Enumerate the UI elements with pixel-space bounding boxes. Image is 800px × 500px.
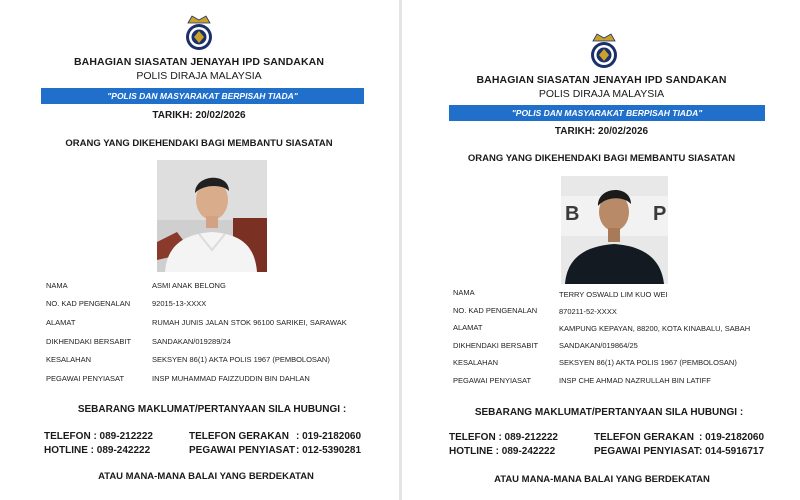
wanted-notice-right [403, 0, 800, 500]
field-value-wanted-ref: SANDAKAN/019864/25 [559, 341, 638, 350]
field-value-address: KAMPUNG KEPAYAN, 88200, KOTA KINABALU, SABAH [559, 324, 751, 333]
field-label-wanted-ref: DIKHENDAKI BERSABIT [453, 341, 539, 350]
field-label-wanted-ref: DIKHENDAKI BERSABIT [46, 337, 132, 346]
contact-officer-label: PEGAWAI PENYIASAT [594, 446, 700, 457]
contact-gerakan-label: TELEFON GERAKAN [189, 431, 289, 442]
suspect-photo [561, 176, 668, 284]
notice-heading: ORANG YANG DIKEHENDAKI BAGI MEMBANTU SIASATAN [65, 138, 333, 149]
field-label-name: NAMA [453, 288, 475, 297]
field-value-ic: 92015-13-XXXX [152, 299, 207, 308]
contact-telefon: TELEFON : 089-212222 [44, 431, 153, 442]
svg-text:B: B [565, 203, 580, 225]
field-label-officer: PEGAWAI PENYIASAT [453, 376, 532, 385]
suspect-photo [157, 160, 267, 272]
contact-heading: SEBARANG MAKLUMAT/PERTANYAAN SILA HUBUNGI : [474, 407, 744, 418]
field-value-offence: SEKSYEN 86(1) AKTA POLIS 1967 (PEMBOLOSAN) [559, 358, 737, 367]
field-value-name: ASMI ANAK BELONG [152, 281, 226, 290]
department-title: BAHAGIAN SIASATAN JENAYAH IPD SANDAKAN [74, 56, 324, 68]
notice-footer: ATAU MANA-MANA BALAI YANG BERDEKATAN [494, 474, 710, 485]
contact-hotline: HOTLINE : 089-242222 [449, 446, 556, 457]
field-label-ic: NO. KAD PENGENALAN [453, 306, 538, 315]
field-value-address: RUMAH JUNIS JALAN STOK 96100 SARIKEI, SARAWAK [152, 318, 347, 327]
field-label-offence: KESALAHAN [453, 358, 499, 367]
agency-name: POLIS DIRAJA MALAYSIA [136, 70, 262, 82]
contact-gerakan-label: TELEFON GERAKAN [594, 432, 694, 443]
department-title: BAHAGIAN SIASATAN JENAYAH IPD SANDAKAN [476, 74, 727, 86]
field-value-officer: INSP MUHAMMAD FAIZZUDDIN BIN DAHLAN [152, 374, 310, 383]
field-label-address: ALAMAT [453, 323, 483, 332]
field-value-ic: 870211-52-XXXX [559, 307, 617, 316]
contact-hotline: HOTLINE : 089-242222 [44, 445, 151, 456]
contact-officer-label: PEGAWAI PENYIASAT [189, 445, 295, 456]
motto-banner [41, 88, 364, 104]
contact-officer-number: : 012-5390281 [296, 445, 362, 456]
notice-footer: ATAU MANA-MANA BALAI YANG BERDEKATAN [98, 471, 314, 482]
poster-separator [399, 0, 402, 500]
field-label-offence: KESALAHAN [46, 355, 92, 364]
notice-date: TARIKH: 20/02/2026 [152, 110, 246, 121]
contact-gerakan-number: : 019-2182060 [699, 432, 765, 443]
motto-text: "POLIS DAN MASYARAKAT BERPISAH TIADA" [107, 91, 298, 101]
agency-name: POLIS DIRAJA MALAYSIA [538, 88, 665, 100]
svg-text:P: P [653, 203, 667, 225]
field-value-name: TERRY OSWALD LIM KUO WEI [559, 290, 668, 299]
wanted-notice-left [0, 0, 398, 500]
notice-heading: ORANG YANG DIKEHENDAKI BAGI MEMBANTU SIASATAN [467, 153, 736, 164]
field-value-officer: INSP CHE AHMAD NAZRULLAH BIN LATIFF [559, 376, 711, 385]
motto-banner [449, 105, 765, 121]
contact-telefon: TELEFON : 089-212222 [449, 432, 558, 443]
contact-gerakan-number: : 019-2182060 [296, 431, 362, 442]
field-label-address: ALAMAT [46, 318, 76, 327]
field-label-officer: PEGAWAI PENYIASAT [46, 374, 125, 383]
motto-text: "POLIS DAN MASYARAKAT BERPISAH TIADA" [511, 108, 703, 118]
contact-heading: SEBARANG MAKLUMAT/PERTANYAAN SILA HUBUNGI : [77, 404, 347, 415]
police-crest-icon [181, 12, 217, 52]
notice-date: TARIKH: 20/02/2026 [554, 126, 649, 137]
contact-officer-number: : 014-5916717 [699, 446, 765, 457]
police-crest-icon [586, 30, 622, 70]
field-label-ic: NO. KAD PENGENALAN [46, 299, 131, 308]
field-value-offence: SEKSYEN 86(1) AKTA POLIS 1967 (PEMBOLOSAN) [152, 355, 330, 364]
field-label-name: NAMA [46, 281, 68, 290]
field-value-wanted-ref: SANDAKAN/019289/24 [152, 337, 231, 346]
